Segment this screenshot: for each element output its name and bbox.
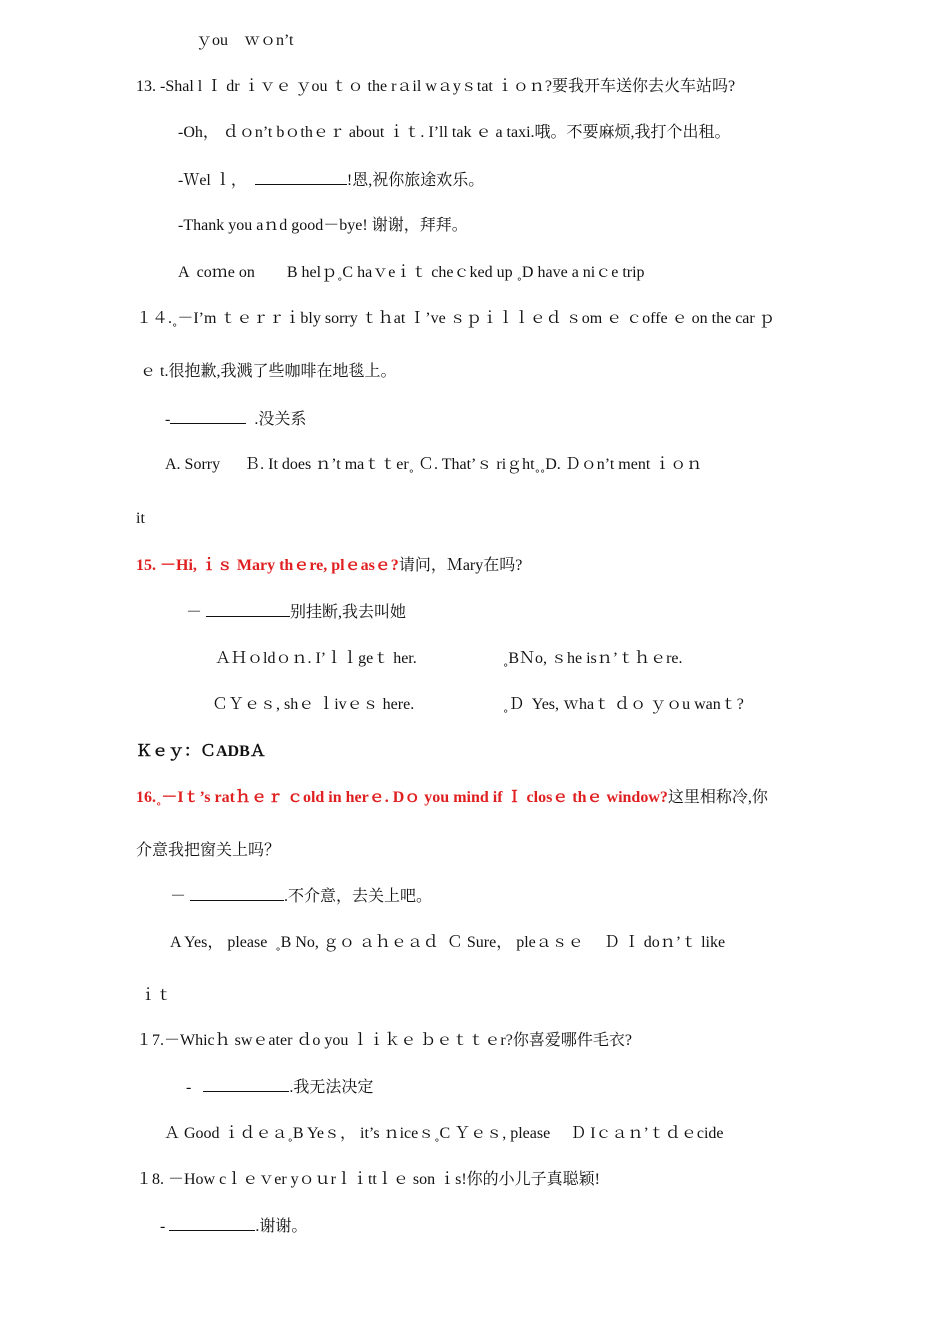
question-16-options-cont: ｉｔ [140,987,173,1004]
dialog-text: － [170,888,187,905]
question-15-option-a: ＡＨｏldｏｎ. I’ｌｌgeｔ her. [215,650,417,667]
question-17-options: Ａ Good ｉｄｅａ˳B Yeｓ， it’s ｎiceｓ˳C Ｙｅｓ, please Ｄ Iｃａｎ’ｔｄｅcide [164,1125,724,1142]
answer-key: Ｋｅｙ：ＣADBＡ [136,743,266,760]
question-15-option-d: ˳Ｄ Yes, ｗhaｔ ｄｏ ｙｏu wanｔ? [503,696,744,713]
answer-blank [170,409,246,424]
question-15-answer [186,602,406,623]
question-18-stem: １8. －How cｌｅｖer yｏｕrｌｉttｌｅ son ｉs!你的小儿子真聪颖! [136,1171,600,1188]
answer-blank [169,1216,255,1231]
question-16-stem [136,788,768,808]
question-17-stem: １7.－Whicｈ swｅater ｄo you ｌｉｋｅ ｂｅｔｔｅr?你喜爱哪件毛衣? [136,1032,632,1049]
question-14-options-cont: it [136,510,145,527]
dialog-text: - [165,411,171,428]
dialog-text: .谢谢。 [255,1218,308,1235]
answer-blank [190,886,284,901]
dialog-text: -Ｗel ｌ， [178,172,247,189]
question-15-option-b: ˳BＮo, ｓhe isｎ’ｔｈｅre. [503,650,683,667]
question-15-stem [136,556,522,576]
question-14-answer [165,409,306,430]
dialog-text: !恩,祝你旅途欢乐。 [346,172,485,189]
question-18-answer [160,1216,307,1237]
answer-blank [255,170,347,185]
question-17-answer [186,1077,373,1098]
dialog-text: 别挂断,我去叫她 [290,604,407,621]
dialog-text: - [186,1079,192,1096]
dialog-text: － [186,604,203,621]
answer-blank [203,1077,289,1092]
question-13-dialog-b [178,170,484,191]
question-15-option-c: ＣＹｅｓ, shｅ ｌivｅｓ here. [212,696,415,713]
text-line: ｙou ｗｏn’t [196,32,294,49]
dialog-text: .我无法决定 [289,1079,374,1096]
question-13-stem: 13. -Shal l Ｉ dr ｉｖｅ ｙou ｔｏ the rａil wａyｓtat ｉｏｎ?要我开车送你去火车站吗? [136,78,736,95]
question-14-stem: １４.˳－I’m ｔｅｒｒｉbly sorry ｔｈat Ｉ’ve ｓｐｉｌｌｅｄ ｓom ｅ ｃoffe ｅ on the car ｐ [136,310,775,327]
question-text-highlight: 16.˳－Iｔ’s ratｈｅｒ ｃold in herｅ. Dｏ you mind if Ｉ closｅ thｅ window? [136,789,668,806]
question-translation: 请问，Ｍary在吗? [398,557,523,574]
question-translation: 这里相称冷,你 [667,789,768,806]
question-14-stem-cont: ｅ t.很抱歉,我溅了些咖啡在地毯上。 [140,363,397,380]
question-16-answer [170,886,432,907]
dialog-text: .没关系 [254,411,307,428]
question-13-dialog-c: -Thank you aｎd good－bye! 谢谢，拜拜。 [178,217,468,234]
question-13-options: A coｍe on B helｐ˳C haｖeｉｔ cheｃked up ˳D have a niｃe trip [178,264,645,281]
question-14-options: A. Sorry Ｂ. It does ｎ’t maｔｔer˳ Ｃ. That’ｓ riｇht˳˳D. Ｄｏn’t ment ｉｏｎ [165,456,703,473]
dialog-text: .不介意，去关上吧。 [284,888,433,905]
answer-blank [206,602,290,617]
question-16-stem-cont: 介意我把窗关上吗？ [136,842,281,859]
question-16-options: A Yes， please ˳B No, ｇｏ ａｈｅａｄ Ｃ Sure， pleａｓｅ Ｄ Ｉ doｎ’ｔ like [170,934,726,951]
question-text-highlight: 15. －Hi, ｉｓ Mary thｅre, plｅasｅ? [136,557,399,574]
question-13-dialog-a: -Oh， ｄｏn’t bｏthｅｒ about ｉｔ. I’ll tak ｅ a taxi.哦。不要麻烦,我打个出租。 [178,124,731,141]
dialog-text: - [160,1218,166,1235]
